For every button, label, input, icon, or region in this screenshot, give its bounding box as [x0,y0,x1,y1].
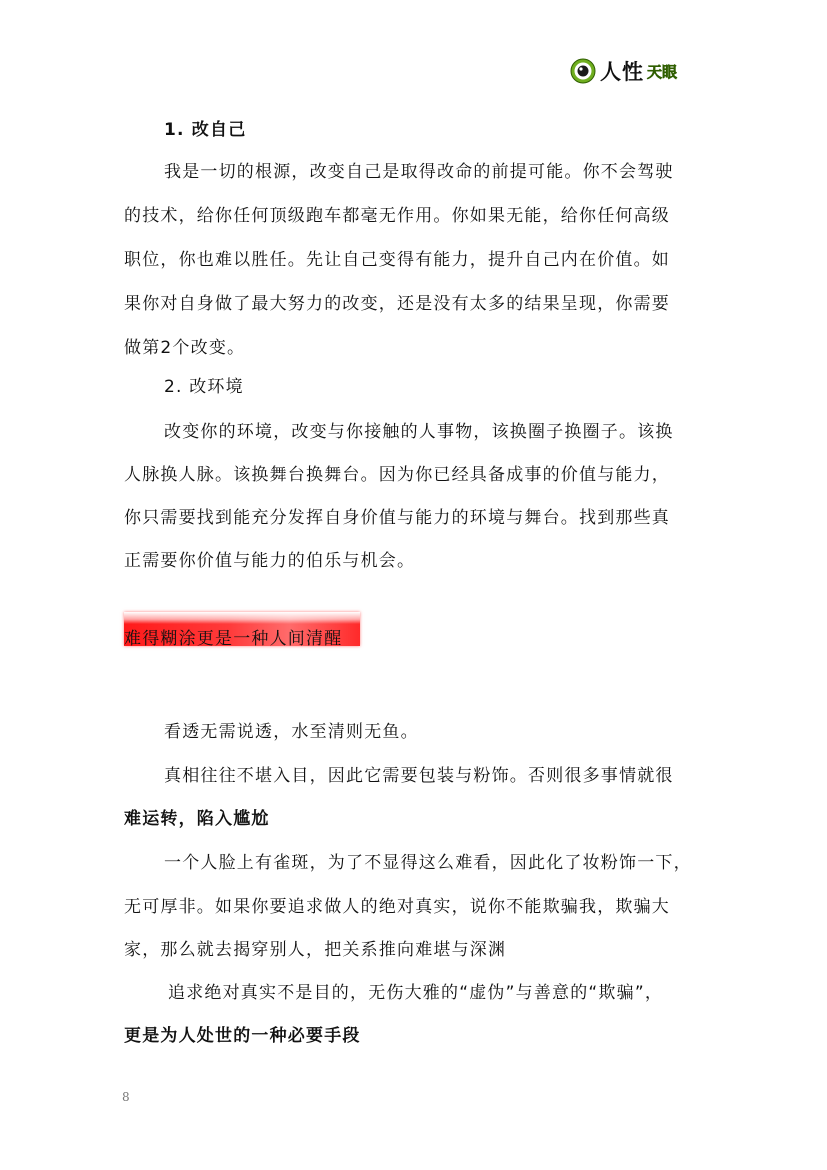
s2-line-2: 人脉换人脉。该换舞台换舞台。因为你已经具备成事的价值与能力， [124,465,670,485]
s1-line-5: 做第2个改变。 [124,338,246,358]
paragraph-2-line-1: 真相往往不堪入目，因此它需要包装与粉饰。否则很多事情就很 [164,766,674,786]
paragraph-3-line-1: 一个人脸上有雀斑，为了不显得这么难看，因此化了妆粉饰一下， [164,853,692,873]
heading-highlight-gloss [124,612,360,624]
section-1-title: 1. 改自己 [164,120,247,140]
paragraph-2-line-2: 难运转，陷入尴尬 [124,809,270,829]
s2-line-4: 正需要你价值与能力的伯乐与机会。 [124,551,416,571]
section-heading: 难得糊涂更是一种人间清醒 [124,629,343,649]
s2-line-3: 你只需要找到能充分发挥自身价值与能力的环境与舞台。找到那些真 [124,508,670,528]
s1-line-1: 我是一切的根源，改变自己是取得改命的前提可能。你不会驾驶 [164,162,674,182]
section-2-title: 2. 改环境 [164,377,244,397]
brand-logo [570,56,677,86]
s1-line-2: 的技术，给你任何顶级跑车都毫无作用。你如果无能，给你任何高级 [124,206,670,226]
paragraph-3-line-3: 家，那么就去揭穿别人，把关系推向难堪与深渊 [124,940,507,960]
paragraph-1: 看透无需说透，水至清则无鱼。 [164,722,419,742]
paragraph-4-line-1: 追求绝对真实不是目的，无伤大雅的“虚伪”与善意的“欺骗”， [168,983,664,1003]
s1-line-3: 职位，你也难以胜任。先让自己变得有能力，提升自己内在价值。如 [124,250,670,270]
s2-line-1: 改变你的环境，改变与你接触的人事物，该换圈子换圈子。该换 [164,422,674,442]
logo-main-text: 人性 [600,60,644,84]
eye-icon [570,58,596,84]
s1-line-4: 果你对自身做了最大努力的改变，还是没有太多的结果呈现，你需要 [124,294,670,314]
logo-sub-text: 天眼 [647,62,678,81]
paragraph-3-line-2: 无可厚非。如果你要追求做人的绝对真实，说你不能欺骗我，欺骗大 [124,897,670,917]
paragraph-4-line-2: 更是为人处世的一种必要手段 [124,1026,361,1046]
page-number: 8 [122,1090,130,1104]
